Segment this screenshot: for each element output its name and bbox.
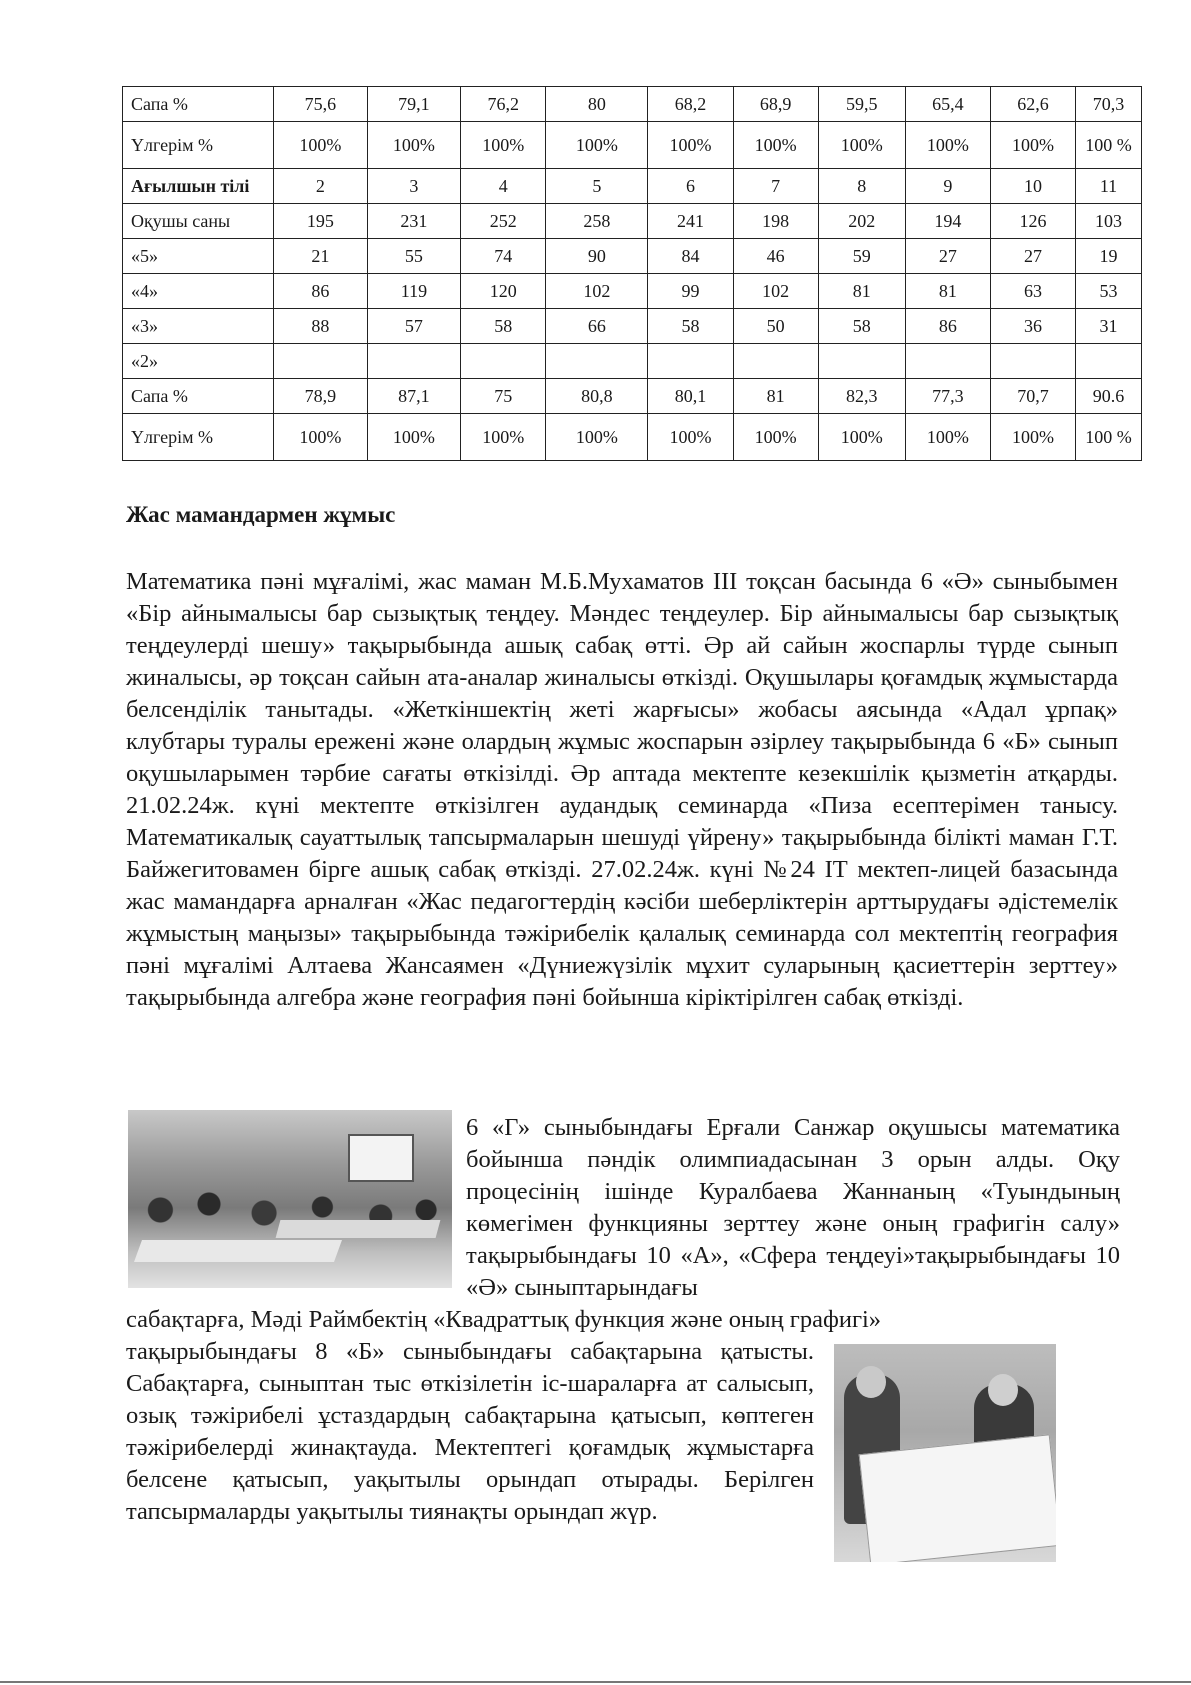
table-cell: 195 <box>274 204 368 239</box>
table-cell: 82,3 <box>818 379 905 414</box>
table-cell: 2 <box>274 169 368 204</box>
table-cell: 84 <box>648 239 733 274</box>
table-cell <box>733 344 818 379</box>
table-cell: 86 <box>274 274 368 309</box>
poster-board <box>859 1434 1056 1562</box>
table-cell: 103 <box>1076 204 1142 239</box>
table-cell <box>905 344 990 379</box>
table-cell: 86 <box>905 309 990 344</box>
table-cell: 81 <box>818 274 905 309</box>
table-cell: 81 <box>905 274 990 309</box>
table-cell: 57 <box>367 309 461 344</box>
table-cell: 63 <box>990 274 1075 309</box>
paragraph-continued-line: сабақтарға, Мәді Раймбектің «Квадраттық функция және оның графигі» <box>126 1306 882 1333</box>
desk <box>276 1220 441 1238</box>
row-label: Үлгерім % <box>123 122 274 169</box>
table-cell: 258 <box>546 204 648 239</box>
student-head <box>988 1374 1018 1406</box>
table-cell: 11 <box>1076 169 1142 204</box>
table-cell: 100% <box>274 122 368 169</box>
table-cell: 70,7 <box>990 379 1075 414</box>
table-cell: 77,3 <box>905 379 990 414</box>
table-cell: 90.6 <box>1076 379 1142 414</box>
table-cell: 102 <box>546 274 648 309</box>
table-cell: 6 <box>648 169 733 204</box>
table-cell: 4 <box>461 169 546 204</box>
table-row <box>123 169 1142 204</box>
table-cell: 126 <box>990 204 1075 239</box>
table-cell: 90 <box>546 239 648 274</box>
table-row <box>123 344 1142 379</box>
table-cell: 79,1 <box>367 87 461 122</box>
table-cell: 8 <box>818 169 905 204</box>
row-label: Үлгерім % <box>123 414 274 461</box>
table-cell: 58 <box>461 309 546 344</box>
table-cell: 100% <box>648 122 733 169</box>
page-bottom-edge <box>0 1681 1191 1683</box>
table-row <box>123 87 1142 122</box>
table-cell <box>648 344 733 379</box>
table-cell: 80,1 <box>648 379 733 414</box>
table-cell: 80,8 <box>546 379 648 414</box>
table-cell: 100% <box>648 414 733 461</box>
paragraph-olympiad: 6 «Г» сыныбындағы Ерғали Санжар оқушысы математика бойынша пәндік олимпиадасынан 3 орын алды. Оқу процесінің ішінде Куралбаева Жаннаның «Туындының көмегімен функцияны зерттеу және оның графигін салу» тақырыбындағы 10 «А», «Сфера теңдеуі»тақырыбындағы 10 «Ә» сыныптарындағы <box>466 1114 1120 1301</box>
table-cell <box>818 344 905 379</box>
table-cell: 202 <box>818 204 905 239</box>
row-label: Сапа % <box>123 379 274 414</box>
table-row <box>123 414 1142 461</box>
table-cell: 100% <box>990 414 1075 461</box>
table-cell: 100% <box>461 122 546 169</box>
table-row <box>123 274 1142 309</box>
table-cell: 75 <box>461 379 546 414</box>
row-label: Оқушы саны <box>123 204 274 239</box>
row-label: «4» <box>123 274 274 309</box>
table-cell: 46 <box>733 239 818 274</box>
table-cell: 100% <box>818 122 905 169</box>
table-cell: 76,2 <box>461 87 546 122</box>
table-cell: 19 <box>1076 239 1142 274</box>
table-cell: 252 <box>461 204 546 239</box>
table-row <box>123 379 1142 414</box>
table-cell: 198 <box>733 204 818 239</box>
row-label: «2» <box>123 344 274 379</box>
table-cell: 100% <box>818 414 905 461</box>
table-cell: 100% <box>990 122 1075 169</box>
table-cell: 50 <box>733 309 818 344</box>
table-cell: 100% <box>367 414 461 461</box>
table-cell: 70,3 <box>1076 87 1142 122</box>
table-cell: 5 <box>546 169 648 204</box>
table-cell <box>274 344 368 379</box>
table-cell <box>1076 344 1142 379</box>
row-label: Ағылшын тілі <box>123 169 274 204</box>
row-label: «5» <box>123 239 274 274</box>
table-cell: 36 <box>990 309 1075 344</box>
table-cell: 78,9 <box>274 379 368 414</box>
table-cell: 120 <box>461 274 546 309</box>
table-cell: 99 <box>648 274 733 309</box>
classroom-photo <box>128 1110 452 1288</box>
table-cell: 100% <box>733 122 818 169</box>
student-head <box>856 1366 886 1398</box>
table-cell: 75,6 <box>274 87 368 122</box>
table-cell <box>367 344 461 379</box>
table-cell: 100% <box>461 414 546 461</box>
table-cell: 80 <box>546 87 648 122</box>
table-cell: 100% <box>367 122 461 169</box>
table-cell: 7 <box>733 169 818 204</box>
table-cell: 10 <box>990 169 1075 204</box>
table-cell <box>461 344 546 379</box>
table-cell: 68,2 <box>648 87 733 122</box>
table-cell: 194 <box>905 204 990 239</box>
row-label: «3» <box>123 309 274 344</box>
table-cell: 3 <box>367 169 461 204</box>
table-cell <box>546 344 648 379</box>
table-cell: 68,9 <box>733 87 818 122</box>
students-poster-photo <box>834 1344 1056 1562</box>
table-cell: 81 <box>733 379 818 414</box>
paragraph-participation: тақырыбындағы 8 «Б» сыныбындағы сабақтарына қатысты. Сабақтарға, сыныптан тыс өткізілетін іс-шараларға ат салысып, озық тәжірибелі ұстаздардың сабақтарына қатысып, көптеген тәжірибелерді жинақтауда. Мектептегі қоғамдық жұмыстарға белсене қатысып, уақытылы орындап отырады. Берілген тапсырмаларды уақытылы тиянақты орындап жүр. <box>126 1338 814 1525</box>
table-cell <box>990 344 1075 379</box>
table-cell: 59,5 <box>818 87 905 122</box>
table-cell: 119 <box>367 274 461 309</box>
table-cell: 100 % <box>1076 414 1142 461</box>
row-label: Сапа % <box>123 87 274 122</box>
table-cell: 53 <box>1076 274 1142 309</box>
table-row <box>123 204 1142 239</box>
paragraph-young-specialists: Математика пәні мұғалімі, жас маман М.Б.Мухаматов ІІІ тоқсан басында 6 «Ә» сыныбымен «Бір айнымалысы бар сызықтық теңдеу. Мәндес теңдеулер. Бір айнымалысы бар сызықтық теңдеулерді шешу» тақырыбында ашық сабақ өтті. Әр ай сайын жоспарлы түрде сынып жиналысы, әр тоқсан сайын ата-аналар жиналысы өткізді. Оқушылары қоғамдық жұмыстарда белсенділік танытады. «Жеткіншектің жеті жарғысы» жобасы аясында «Адал ұрпақ» клубтары туралы ережені және олардың жұмыс жоспарын әзірлеу тақырыбында 6 «Б» сынып оқушыларымен тәрбие сағаты өткізілді. Әр аптада мектепте кезекшілік қызметін атқарды. 21.02.24ж. күні мектепте өткізілген аудандық семинарда «Пиза есептерімен танысу. Математикалық сауаттылық тапсырмаларын шешуді үйрену» тақырыбында білікті маман Г.Т. Байжегитовамен бірге ашық сабақ өткізді. 27.02.24ж. күні №24 ІТ мектеп-лицей базасында жас мамандарға арналған «Жас педагогтердің кәсіби шеберліктерін арттырудағы әдістемелік жұмыстың маңызы» тақырыбында тәжірибелік қалалық семинарда сол мектептің география пәні мұғалімі Алтаева Жансаямен «Дүниежүзілік мұхит суларының қасиеттерін зерттеу» тақырыбында алгебра және география пәні бойынша кіріктірілген сабақ өткізді. <box>126 568 1118 1011</box>
table-cell: 9 <box>905 169 990 204</box>
table-row <box>123 239 1142 274</box>
grades-table <box>122 86 1142 461</box>
table-cell: 100% <box>274 414 368 461</box>
desk <box>134 1240 342 1262</box>
table-cell: 27 <box>905 239 990 274</box>
table-cell: 100 % <box>1076 122 1142 169</box>
table-cell: 87,1 <box>367 379 461 414</box>
table-cell: 27 <box>990 239 1075 274</box>
table-cell: 88 <box>274 309 368 344</box>
table-cell: 58 <box>818 309 905 344</box>
table-cell: 62,6 <box>990 87 1075 122</box>
table-cell: 241 <box>648 204 733 239</box>
table-cell: 100% <box>546 122 648 169</box>
table-row <box>123 309 1142 344</box>
table-cell: 55 <box>367 239 461 274</box>
table-cell: 100% <box>546 414 648 461</box>
table-row <box>123 122 1142 169</box>
table-cell: 65,4 <box>905 87 990 122</box>
table-cell: 31 <box>1076 309 1142 344</box>
table-cell: 100% <box>905 414 990 461</box>
table-cell: 21 <box>274 239 368 274</box>
projector-screen <box>348 1134 414 1182</box>
table-cell: 58 <box>648 309 733 344</box>
table-cell: 74 <box>461 239 546 274</box>
table-cell: 100% <box>733 414 818 461</box>
table-cell: 100% <box>905 122 990 169</box>
table-cell: 231 <box>367 204 461 239</box>
table-cell: 66 <box>546 309 648 344</box>
table-cell: 102 <box>733 274 818 309</box>
section-heading: Жас мамандармен жұмыс <box>126 502 396 527</box>
table-cell: 59 <box>818 239 905 274</box>
